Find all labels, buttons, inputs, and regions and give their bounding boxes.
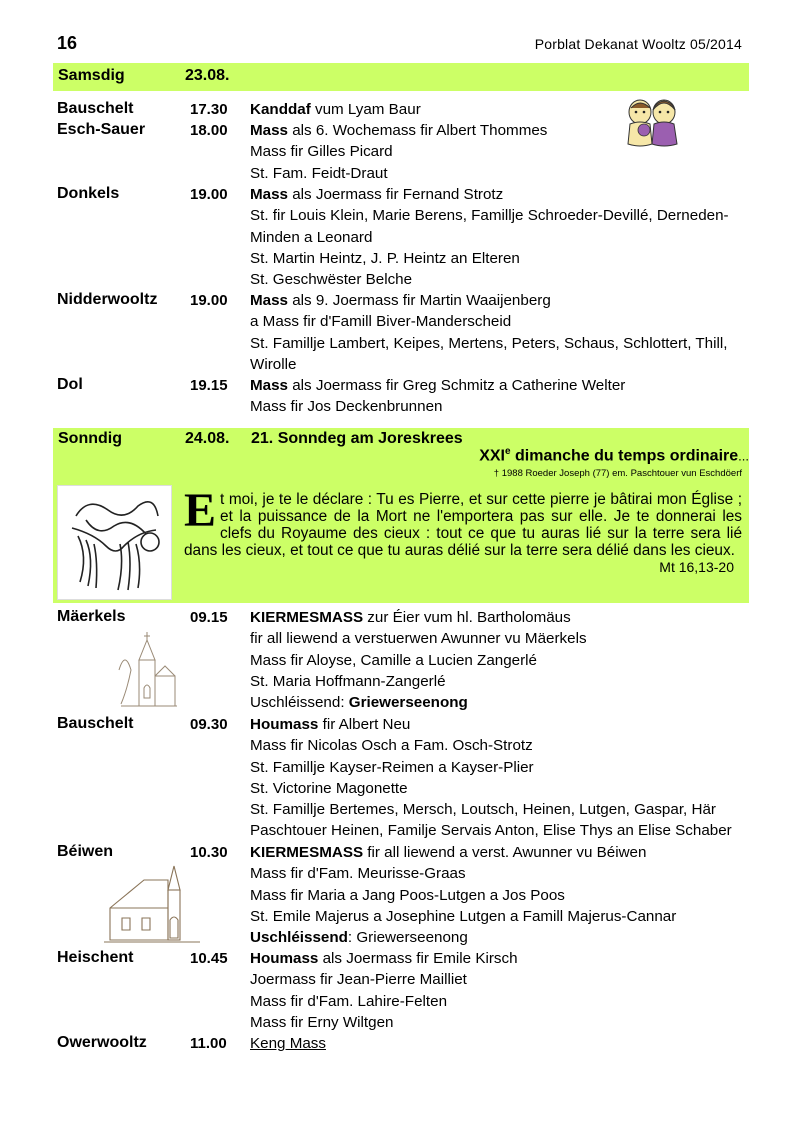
intention-keyword: KIERMESMASS	[250, 844, 364, 861]
place-name: Esch-Sauer	[57, 121, 146, 138]
intention-keyword: Mass	[250, 186, 288, 203]
feast-title-fr	[479, 446, 749, 465]
intention-line	[250, 335, 727, 352]
quote-text: t moi, je te le déclare : Tu es Pierre, et sur cette pierre je bâtirai mon Église ; et la puissance de la Mort ne l'emportera pas sur elle. Je te donnerai les clefs du Royaume des cieux : tout ce que tu auras lié sur la terre sera lié dans les cieux, et tout ce que tu auras délié sur la terre sera délié dans les cieux.	[184, 491, 742, 559]
intention-text: Mass fir Aloyse, Camille a Lucien Zangerlé	[250, 651, 537, 669]
intention-line	[250, 716, 410, 733]
place-name: Owerwooltz	[57, 1034, 147, 1051]
intention-line	[250, 737, 533, 754]
intention-line	[250, 908, 676, 925]
intention-text: fir all liewend a verstuerwen Awunner vu Mäerkels	[250, 630, 587, 648]
quote-reference: Mt 16,13-20	[659, 559, 734, 575]
intention-line	[250, 971, 467, 988]
intention-line	[250, 356, 296, 373]
intention-line	[250, 122, 547, 139]
intention-line	[250, 250, 520, 267]
mass-time: 19.15	[190, 377, 228, 394]
intention-text: St. Martin Heintz, J. P. Heintz an Elteren	[250, 249, 520, 267]
intention-line	[250, 271, 412, 288]
intention-text: Mass fir Gilles Picard	[250, 143, 393, 161]
intention-line	[250, 207, 729, 224]
intention-line	[250, 229, 372, 246]
intention-text: Minden a Leonard	[250, 228, 373, 246]
mass-time: 10.30	[190, 844, 228, 861]
mass-time: 09.15	[190, 609, 228, 626]
mass-time: 19.00	[190, 186, 228, 203]
intention-text: Mass fir Nicolas Osch a Fam. Osch-Strotz	[250, 737, 533, 755]
intention-line	[250, 865, 466, 882]
intention-keyword: Houmass	[250, 716, 319, 733]
feast-fr-sup: e	[504, 446, 511, 457]
place-name: Mäerkels	[57, 608, 126, 625]
intention-line	[250, 1014, 393, 1031]
place-name: Donkels	[57, 185, 120, 202]
intention-text: : Griewerseenong	[347, 929, 468, 946]
intention-text: Paschtouer Heinen, Familje Servais Anton, Elise Thys an Elise Schaber	[250, 822, 732, 840]
place-name: Heischent	[57, 949, 134, 966]
mass-time: 17.30	[190, 101, 228, 118]
intention-line	[250, 143, 393, 160]
intention-line	[250, 292, 551, 309]
intention-line	[250, 993, 447, 1010]
place-name: Nidderwooltz	[57, 291, 158, 308]
day-date: 24.08.	[185, 430, 230, 447]
intention-keyword: Mass	[250, 292, 288, 309]
intention-text: Wirolle	[250, 355, 297, 373]
intention-text: St. Geschwëster Belche	[250, 271, 413, 288]
intention-line	[250, 822, 732, 839]
intention-line	[250, 929, 468, 946]
intention-line	[250, 1035, 326, 1052]
intention-text: Mass fir d'Fam. Lahire-Felten	[250, 992, 448, 1010]
intention-text: St. Fam. Feidt-Draut	[250, 164, 388, 182]
intention-text: fir all liewend a verst. Awunner vu Béiwen	[363, 844, 647, 861]
intention-text: St. Famillje Bertemes, Mersch, Loutsch, Heinen, Lutgen, Gaspar, Här	[250, 801, 716, 818]
intention-line	[250, 398, 442, 415]
intention-text: als 9. Joermass fir Martin Waaijenberg	[288, 292, 551, 309]
intention-text: St. Famillje Kayser-Reimen a Kayser-Plier	[250, 758, 534, 776]
intention-line	[250, 801, 716, 818]
church-maerkels-illustration	[117, 630, 179, 712]
intention-line	[250, 759, 534, 776]
place-name: Béiwen	[57, 843, 114, 860]
saturday-header	[53, 63, 749, 91]
intention-keyword: Mass	[250, 122, 288, 139]
intention-keyword: Kanddaf	[250, 101, 311, 118]
intention-line	[250, 780, 408, 797]
no-mass-note: Keng Mass	[250, 1035, 326, 1052]
intention-keyword: Griewerseenong	[348, 694, 468, 711]
day-name: Sonndig	[58, 430, 122, 447]
intention-text: St. Maria Hoffmann-Zangerlé	[250, 672, 446, 690]
mass-time: 09.30	[190, 716, 228, 733]
gospel-quote	[184, 484, 742, 576]
page-number: 16	[57, 33, 78, 53]
feast-fr-numeral: XXI	[479, 447, 505, 465]
intention-keyword: Mass	[250, 377, 288, 394]
intention-text: Joermass fir Jean-Pierre Mailliet	[250, 971, 467, 989]
intention-line	[250, 377, 625, 394]
intention-line	[250, 101, 421, 118]
feast-fr-text: dimanche du temps ordinaire	[510, 447, 739, 465]
intention-text: zur Éier vum hl. Bartholomäus	[363, 609, 571, 626]
intention-line	[250, 950, 518, 967]
hands-keys-illustration	[57, 485, 172, 600]
intention-line	[250, 652, 537, 669]
feast-title: 21. Sonndeg am Joreskrees	[251, 430, 463, 447]
memorial-note: † 1988 Roeder Joseph (77) em. Paschtouer vun Eschdöerf	[493, 468, 742, 479]
intention-line	[250, 630, 587, 647]
intention-line	[250, 673, 446, 690]
intention-text: St. Victorine Magonette	[250, 779, 408, 797]
place-name: Bauschelt	[57, 100, 134, 117]
mass-time: 19.00	[190, 292, 228, 309]
place-name: Dol	[57, 376, 83, 393]
intention-keyword: KIERMESMASS	[250, 609, 364, 626]
intention-text: als Joermass fir Fernand Strotz	[288, 186, 504, 203]
mass-time: 10.45	[190, 950, 228, 967]
intention-text: als 6. Wochemass fir Albert Thommes	[288, 122, 548, 139]
intention-text: Uschléissend:	[250, 694, 349, 711]
intention-text: St. fir Louis Klein, Marie Berens, Famillje Schroeder-Devillé, Derneden-	[250, 207, 729, 225]
intention-text: Mass fir Maria a Jang Poos-Lutgen a Jos Poos	[250, 886, 565, 904]
intention-line	[250, 887, 565, 904]
mass-time: 18.00	[190, 122, 228, 139]
intention-line	[250, 844, 646, 861]
intention-keyword: Houmass	[250, 950, 319, 967]
day-date: 23.08.	[185, 67, 230, 84]
church-beiwen-illustration	[104, 862, 200, 948]
intention-keyword: Uschléissend	[250, 929, 348, 946]
feast-fr-dots: ...	[738, 448, 749, 464]
intention-text: St. Famillje Lambert, Keipes, Mertens, Peters, Schaus, Schlottert, Thill,	[250, 334, 728, 352]
place-name: Bauschelt	[57, 715, 134, 732]
intention-text: Mass fir d'Fam. Meurisse-Graas	[250, 865, 466, 883]
day-name: Samsdig	[58, 67, 125, 84]
intention-text: als Joermass fir Greg Schmitz a Catherine Welter	[288, 377, 626, 394]
intention-text: St. Emile Majerus a Josephine Lutgen a Famill Majerus-Cannar	[250, 907, 677, 925]
intention-line	[250, 186, 503, 203]
intention-text: a Mass fir d'Famill Biver-Manderscheid	[250, 313, 512, 331]
mass-time: 11.00	[190, 1035, 227, 1052]
intention-text: als Joermass fir Emile Kirsch	[318, 950, 518, 967]
intention-text: vum Lyam Baur	[310, 101, 421, 118]
intention-line	[250, 609, 571, 626]
intention-text: Mass fir Erny Wiltgen	[250, 1013, 394, 1031]
intention-line	[250, 694, 468, 711]
intention-text: fir Albert Neu	[318, 716, 411, 733]
publication-title: Porblat Dekanat Wooltz 05/2014	[534, 36, 742, 52]
couple-illustration	[622, 96, 684, 150]
intention-line	[250, 313, 511, 330]
dropcap: E	[184, 484, 217, 537]
sunday-header	[53, 428, 749, 603]
intention-line	[250, 165, 388, 182]
intention-text: Mass fir Jos Deckenbrunnen	[250, 398, 443, 416]
